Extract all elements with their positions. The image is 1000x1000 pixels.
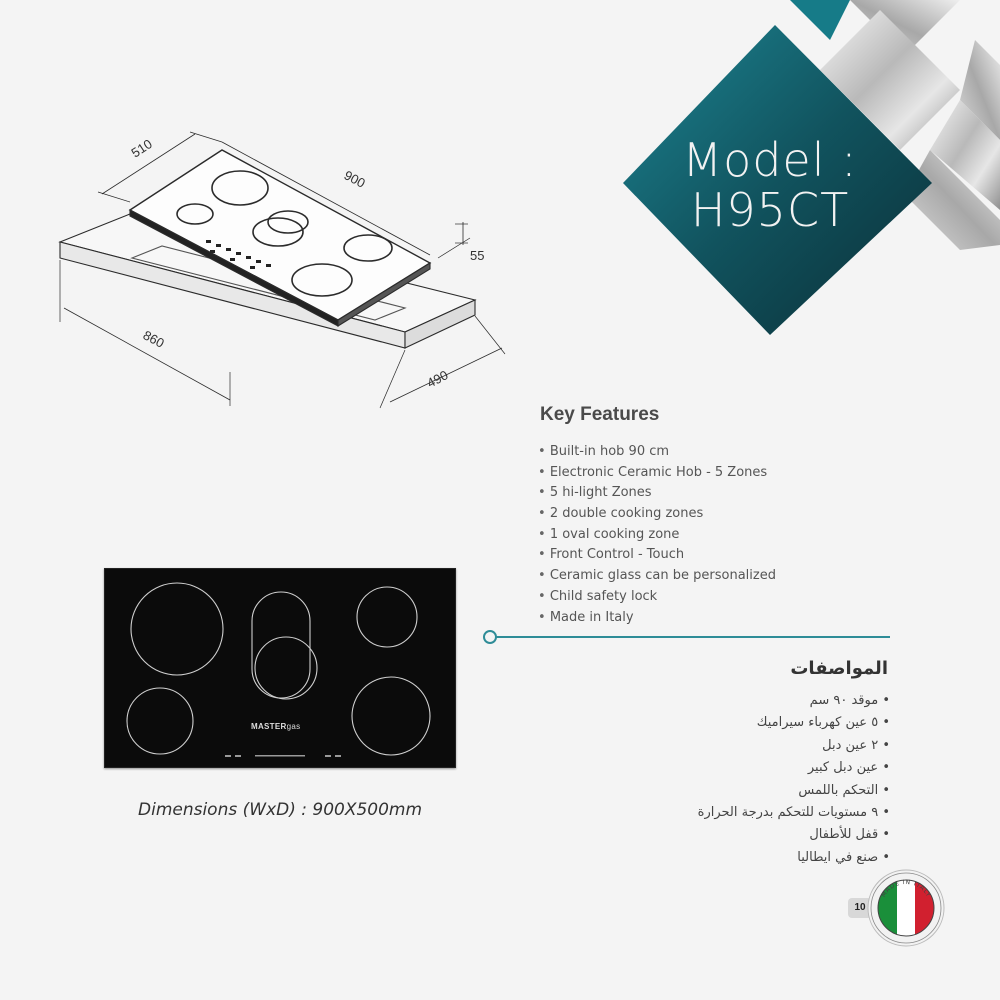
feature-item: • 2 double cooking zones: [538, 504, 776, 525]
dim-cutout-depth: 490: [424, 367, 451, 391]
section-divider: [496, 636, 890, 638]
model-prefix: Model :: [682, 133, 858, 187]
photo-touch-controls: [225, 755, 341, 757]
brand-main: MASTER: [251, 722, 287, 731]
arabic-spec-item: • صنع في ايطاليا: [698, 847, 890, 869]
photo-zone-oval: [252, 592, 310, 698]
brand-suffix: gas: [286, 722, 301, 731]
made-in-italy-badge: [866, 868, 946, 948]
page-number: 10: [848, 898, 872, 918]
photo-zone-right-bottom: [352, 677, 430, 755]
arabic-specs-list: [698, 690, 890, 869]
feature-item: • 1 oval cooking zone: [538, 525, 776, 546]
dim-width-top: 900: [341, 167, 368, 191]
feature-item: • Ceramic glass can be personalized: [538, 566, 776, 587]
hob-zones: [105, 569, 455, 767]
arabic-spec-item: • موقد ٩٠ سم: [698, 690, 890, 712]
hob-photo: [104, 568, 456, 768]
arabic-specs-title: المواصفات: [790, 658, 888, 679]
feature-item: • Front Control - Touch: [538, 545, 776, 566]
arabic-spec-item: • ٢ عين دبل: [698, 735, 890, 757]
steel-tile: [790, 0, 850, 40]
feature-item: • 5 hi-light Zones: [538, 483, 776, 504]
key-features-title: Key Features: [540, 404, 660, 425]
technical-drawing: [50, 110, 520, 430]
divider-dot: [483, 630, 497, 644]
badge-text: MADE IN ITALY: [879, 878, 933, 899]
arabic-spec-item: • عين دبل كبير: [698, 757, 890, 779]
feature-item: • Made in Italy: [538, 608, 776, 629]
photo-zone-small: [127, 688, 193, 754]
photo-zone-large: [131, 583, 223, 675]
dim-cutout-width: 860: [140, 327, 167, 351]
dim-depth-top: 510: [128, 136, 155, 161]
arabic-spec-item: • ٩ مستويات للتحكم بدرجة الحرارة: [698, 802, 890, 824]
arabic-spec-item: • التحكم باللمس: [698, 780, 890, 802]
feature-item: • Child safety lock: [538, 587, 776, 608]
model-label: [640, 135, 900, 235]
arabic-spec-item: • قفل للأطفال: [698, 824, 890, 846]
brand-logo: [251, 722, 300, 731]
photo-zone-right-top: [357, 587, 417, 647]
model-code: H95CT: [690, 183, 850, 237]
feature-item: • Built-in hob 90 cm: [538, 442, 776, 463]
dim-height: 55: [470, 248, 485, 263]
dimensions-caption: Dimensions (WxD) : 900X500mm: [138, 800, 423, 820]
feature-item: • Electronic Ceramic Hob - 5 Zones: [538, 463, 776, 484]
arabic-spec-item: • ٥ عين كهرباء سيراميك: [698, 712, 890, 734]
photo-zone-inner: [255, 637, 317, 699]
key-features-list: [538, 442, 776, 628]
